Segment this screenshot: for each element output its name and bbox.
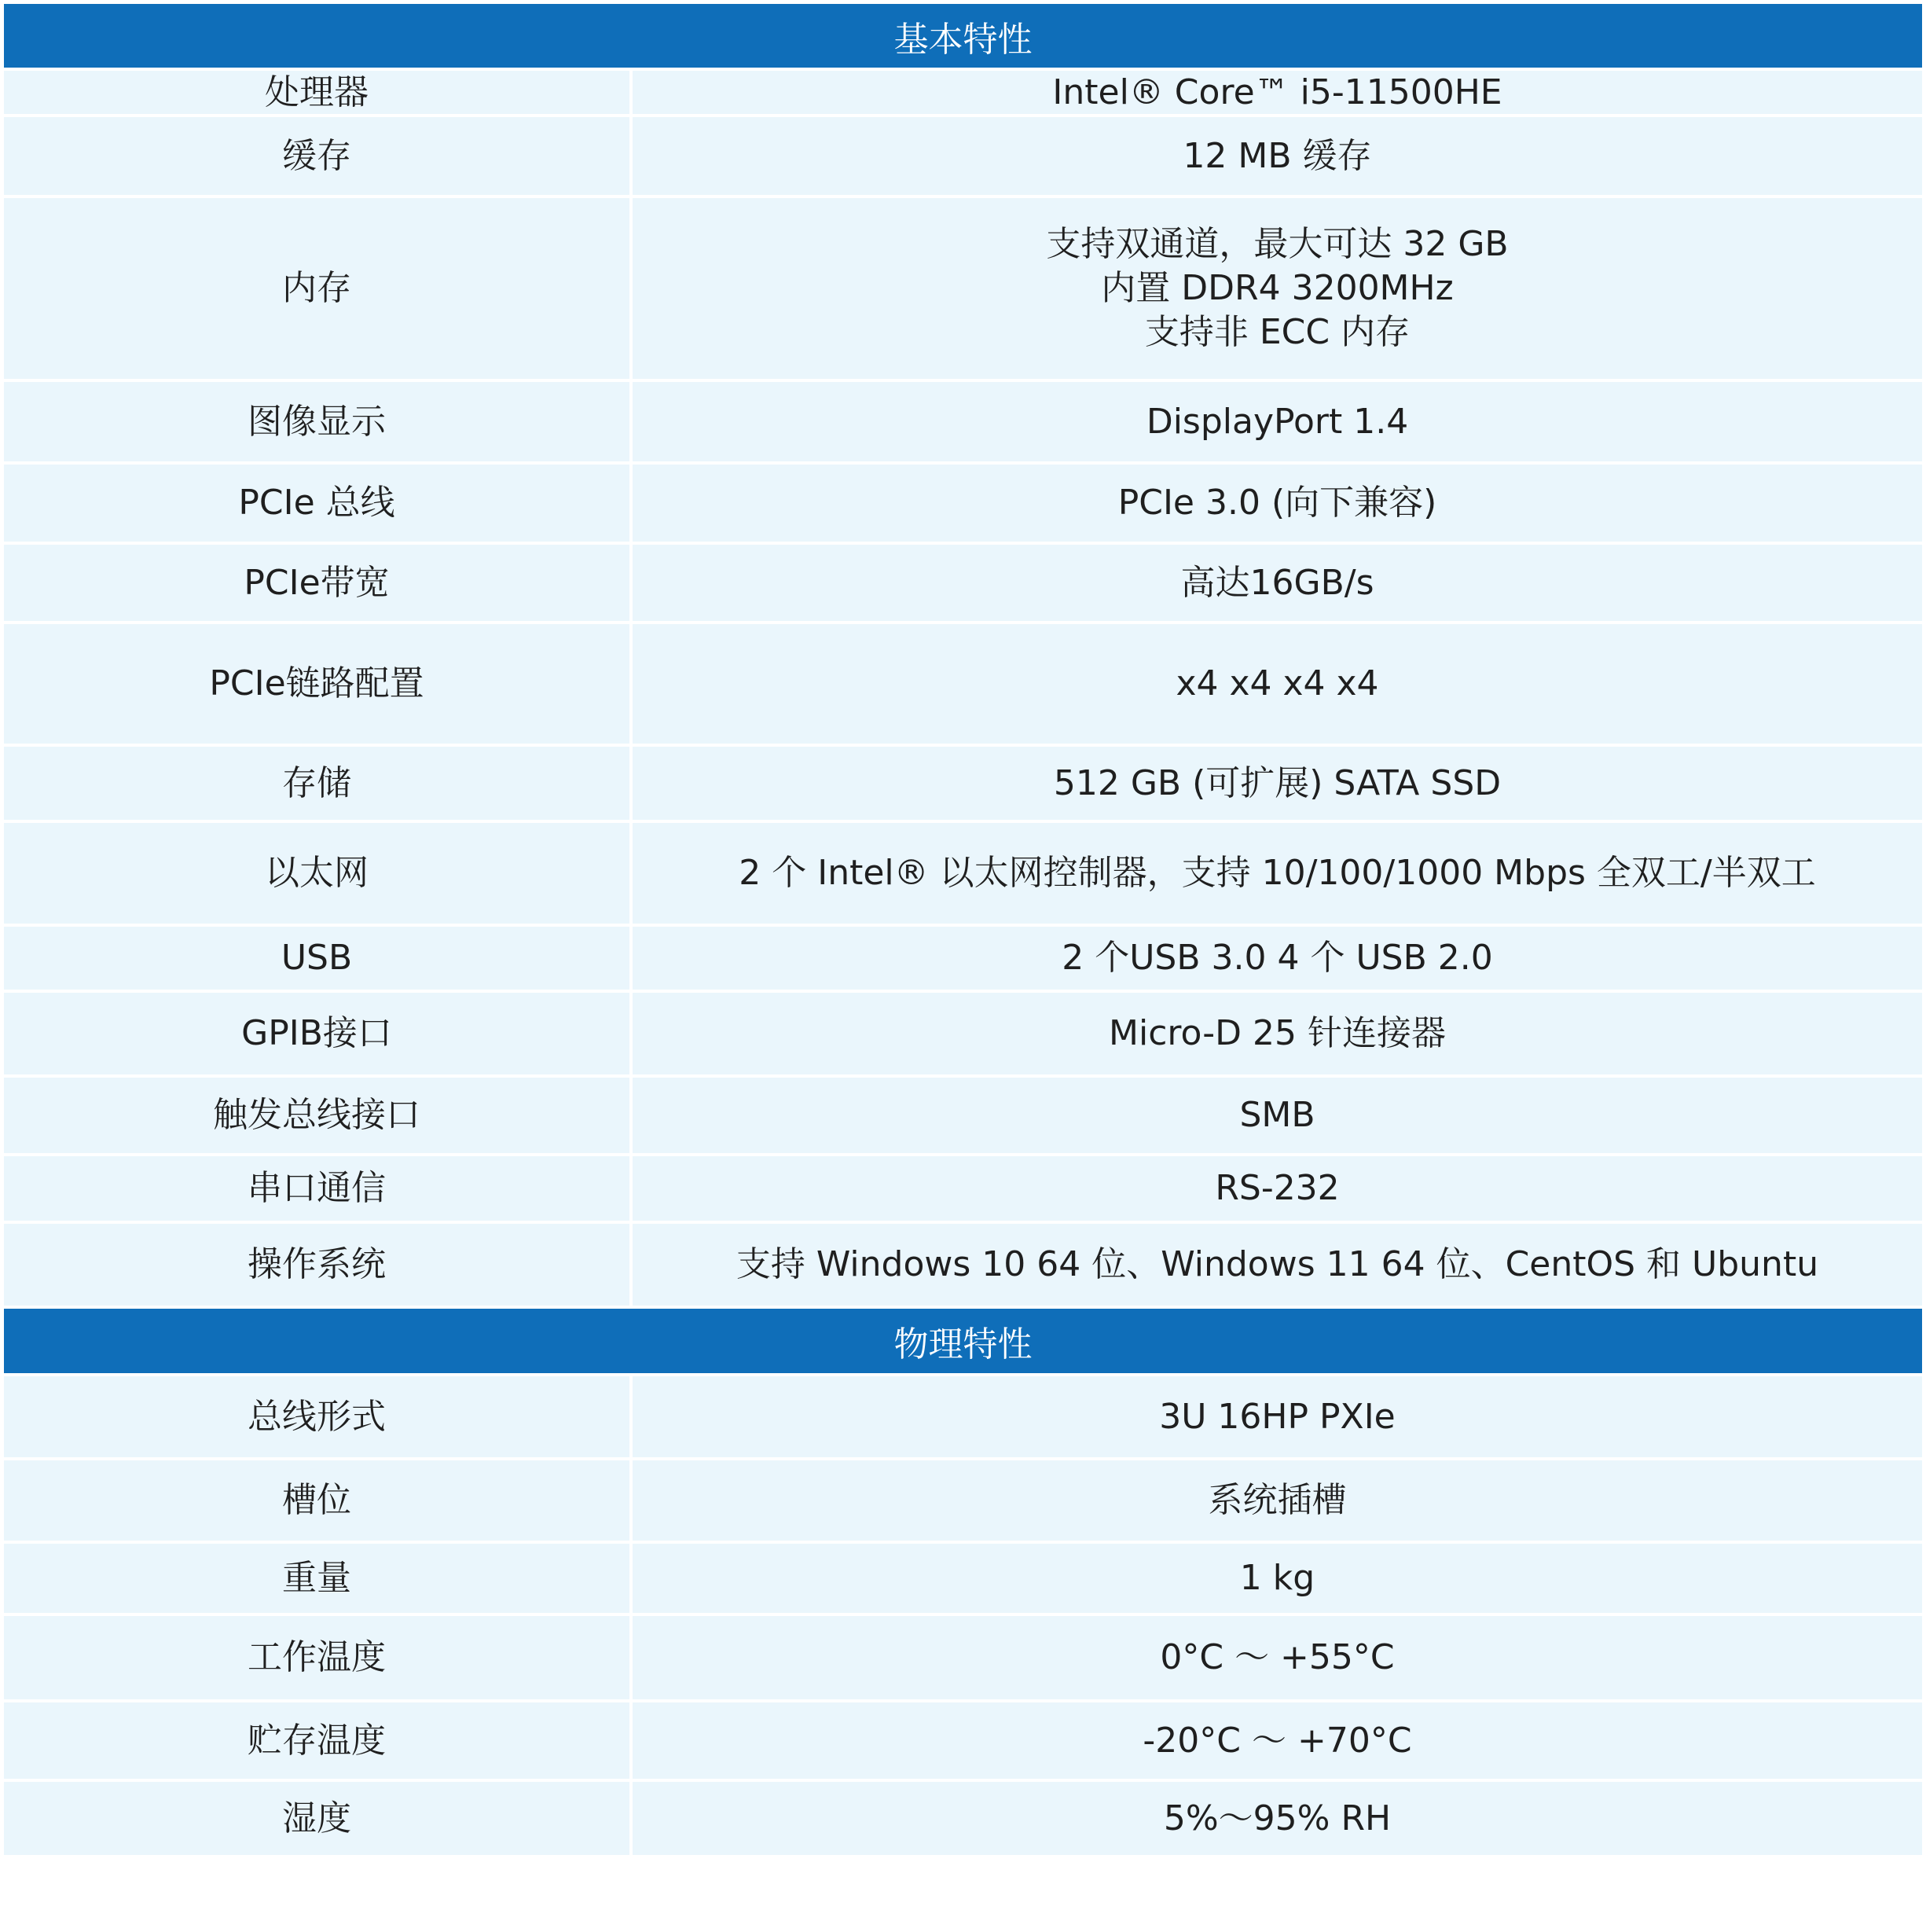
table-row: [4, 382, 1922, 461]
row-label: 以太网: [4, 823, 629, 924]
row-label: 处理器: [4, 71, 629, 114]
table-row: [4, 1376, 1922, 1457]
row-value: [633, 1078, 1922, 1153]
table-row: [4, 1702, 1922, 1779]
table-row: [4, 1156, 1922, 1221]
row-value: [633, 71, 1922, 114]
section-header: 基本特性: [4, 4, 1922, 68]
row-value-line: 512 GB (可扩展) SATA SSD: [1053, 762, 1502, 803]
row-label: 湿度: [4, 1782, 629, 1855]
row-label: 触发总线接口: [4, 1078, 629, 1153]
row-label: 工作温度: [4, 1616, 629, 1699]
row-label: 总线形式: [4, 1376, 629, 1457]
section-header: 物理特性: [4, 1309, 1922, 1373]
row-value: [633, 1156, 1922, 1221]
row-value: [633, 993, 1922, 1074]
row-label: 贮存温度: [4, 1702, 629, 1779]
table-row: [4, 117, 1922, 195]
row-label: USB: [4, 927, 629, 990]
row-value: [633, 823, 1922, 924]
row-value: [633, 1376, 1922, 1457]
row-value: [633, 747, 1922, 820]
table-row: [4, 823, 1922, 924]
row-value-line: PCIe 3.0 (向下兼容): [1117, 483, 1437, 523]
table-row: [4, 1460, 1922, 1541]
row-label: 缓存: [4, 117, 629, 195]
table-row: [4, 1544, 1922, 1613]
row-label: 重量: [4, 1544, 629, 1613]
row-value-line: 系统插槽: [1208, 1480, 1347, 1520]
table-row: [4, 747, 1922, 820]
row-label: 操作系统: [4, 1224, 629, 1306]
table-row: [4, 1616, 1922, 1699]
row-value: [633, 1782, 1922, 1855]
row-value: [633, 1460, 1922, 1541]
row-label: 图像显示: [4, 382, 629, 461]
row-value: [633, 198, 1922, 379]
row-value-line: 高达16GB/s: [1180, 562, 1374, 603]
row-label: PCIe 总线: [4, 465, 629, 542]
table-row: [4, 1782, 1922, 1855]
table-row: [4, 545, 1922, 621]
row-value: [633, 624, 1922, 744]
spec-table: [4, 4, 1922, 1858]
row-value: [633, 1544, 1922, 1613]
table-row: [4, 1224, 1922, 1306]
row-value-line: 12 MB 缓存: [1183, 135, 1372, 176]
table-row: [4, 927, 1922, 990]
row-value-line: -20°C ～ +70°C: [1143, 1720, 1412, 1761]
row-value-line: 2 个 Intel® 以太网控制器，支持 10/100/1000 Mbps 全双工/半双工: [739, 853, 1816, 893]
row-value: [633, 927, 1922, 990]
table-row: [4, 1078, 1922, 1153]
row-label: 存储: [4, 747, 629, 820]
table-row: [4, 624, 1922, 744]
row-label: GPIB接口: [4, 993, 629, 1074]
table-row: [4, 465, 1922, 542]
row-value: [633, 1616, 1922, 1699]
row-label: 槽位: [4, 1460, 629, 1541]
row-label: 内存: [4, 198, 629, 379]
row-value-line: 5%～95% RH: [1163, 1798, 1392, 1838]
row-value: [633, 1224, 1922, 1306]
row-value: [633, 1702, 1922, 1779]
table-row: [4, 198, 1922, 379]
row-label: PCIe带宽: [4, 545, 629, 621]
row-value: [633, 117, 1922, 195]
row-value-line: 支持 Windows 10 64 位、Windows 11 64 位、CentOS 和 Ubuntu: [736, 1244, 1819, 1284]
table-row: [4, 71, 1922, 114]
row-value-line: DisplayPort 1.4: [1146, 401, 1409, 442]
row-value-line: Micro-D 25 针连接器: [1109, 1013, 1446, 1053]
row-value-line: 支持双通道，最大可达 32 GB: [1046, 224, 1509, 264]
row-value-line: Intel® Core™ i5-11500HE: [1052, 72, 1502, 112]
row-value-line: 2 个USB 3.0 4 个 USB 2.0: [1062, 938, 1493, 978]
row-value-line: 0°C ～ +55°C: [1160, 1637, 1395, 1677]
row-value-line: x4 x4 x4 x4: [1176, 663, 1379, 703]
row-value: [633, 545, 1922, 621]
row-label: 串口通信: [4, 1156, 629, 1221]
row-value: [633, 382, 1922, 461]
row-value-line: 内置 DDR4 3200MHz: [1101, 268, 1454, 308]
row-value-line: RS-232: [1215, 1168, 1340, 1208]
table-row: [4, 993, 1922, 1074]
row-label: PCIe链路配置: [4, 624, 629, 744]
row-value-line: SMB: [1239, 1095, 1315, 1135]
row-value: [633, 465, 1922, 542]
row-value-line: 1 kg: [1239, 1558, 1315, 1598]
row-value-line: 3U 16HP PXIe: [1159, 1396, 1396, 1437]
row-value-line: 支持非 ECC 内存: [1144, 312, 1411, 352]
